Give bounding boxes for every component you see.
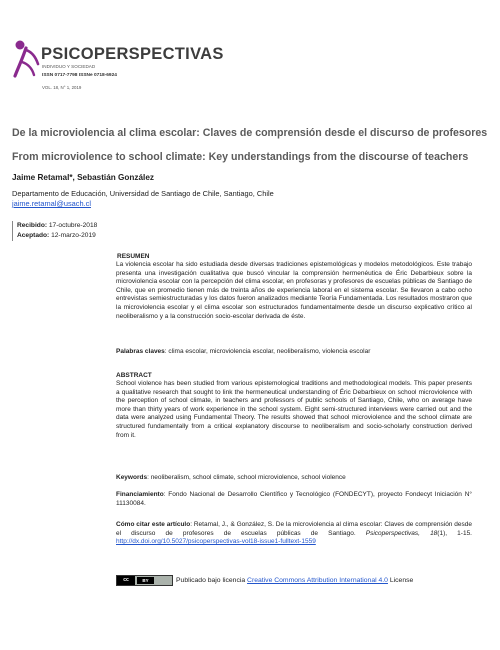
keywords-values: : neoliberalism, school climate, school microviolence, school violence — [147, 474, 346, 481]
accepted-value: 12-marzo-2019 — [51, 232, 96, 239]
funding-label: Financiamiento — [116, 491, 164, 498]
citation — [116, 521, 472, 547]
palabras-claves-label: Palabras claves — [116, 348, 165, 355]
resumen-text: La violencia escolar ha sido estudiada desde diversas tradiciones epistemológicas y modelos metodológicos. Este trabajo presenta una investigación cualitativa que buscó vincular la comprensión hermenéutica de Éric Debarbieux sobre la microviolencia escolar con la percepción del clima escolar, en profesoras y profesores de escuelas públicas de Santiago de Chile, que en promedio tienen más de treinta años de experiencia laboral en el sistema escolar. Se llevaron a cabo ocho entrevistas semiestructuradas y los datos fueron analizados mediante Teoría Fundamentada. Los resultados mostraron que la microviolencia escolar y el clima escolar son estructurados fundamentalmente desde un discurso explicativo crítico al neoliberalismo y a la construcción socio-escolar derivada de éste. — [116, 261, 472, 320]
license-link[interactable]: Creative Commons Attribution International 4.0 — [247, 576, 388, 584]
palabras-claves — [116, 348, 472, 357]
resumen-heading: RESUMEN — [117, 253, 150, 260]
journal-logo-icon — [12, 38, 42, 78]
article-title-es: De la microviolencia al clima escolar: Claves de comprensión desde el discurso de profesores — [12, 127, 488, 139]
cc-badge-cc: cc — [117, 576, 135, 585]
article-title-en: From microviolence to school climate: Key understandings from the discourse of teachers — [12, 151, 469, 163]
citation-text: : Retamal, J., & González, S. De la microviolencia al clima escolar: Claves de comprensión desde el discurso de profesores de escuelas públicas de Santiago. — [116, 521, 472, 537]
cc-by-badge-icon[interactable] — [116, 575, 173, 586]
license-line — [116, 574, 413, 586]
affiliation: Departamento de Educación, Universidad de Santiago de Chile, Santiago, Chile — [12, 189, 274, 198]
authors: Jaime Retamal*, Sebastián González — [12, 173, 154, 182]
received-date — [17, 221, 97, 231]
citation-label: Cómo citar este artículo — [116, 521, 191, 528]
article-dates — [12, 221, 97, 241]
accepted-date — [17, 231, 97, 241]
citation-doi-link[interactable]: http://dx.doi.org/10.5027/psicoperspectivas-vol18-issue1-fulltext-1559 — [116, 538, 316, 546]
funding — [116, 491, 472, 508]
palabras-claves-values: : clima escolar, microviolencia escolar, neoliberalismo, violencia escolar — [164, 348, 371, 355]
license-prefix: Publicado bajo licencia — [176, 576, 248, 584]
keywords — [116, 474, 472, 483]
journal-volume: VOL. 18, N° 1, 2019 — [42, 85, 82, 90]
funding-text: : Fondo Nacional de Desarrollo Científico y Tecnológico (FONDECYT), proyecto Fondecyt Iniciación N° 11130084. — [116, 491, 472, 507]
license-suffix: License — [387, 576, 414, 584]
journal-name: PSICOPERSPECTIVAS — [41, 45, 224, 63]
citation-issue: (1), 1-15. — [437, 529, 472, 537]
keywords-label: Keywords — [116, 474, 148, 481]
abstract-text: School violence has been studied from various epistemological traditions and methodological models. This paper presents a qualitative research that sought to link the hermeneutical understanding of Éric Debarbieux on school microviolence with the perception of school climate, in teachers and professors of public schools of Santiago, Chile, who on average have more than thirty years of work experience in the school system. Eight semi-structured interviews were carried out and the data were analyzed using Fundamental Theory. The results showed that school microviolence and the school climate are structured fundamentally from a critical explanatory discourse to neoliberalism and socio-scholarly construction derived from it. — [116, 380, 472, 439]
author-email-link[interactable]: jaime.retamal@usach.cl — [12, 199, 91, 208]
abstract-heading: ABSTRACT — [116, 372, 152, 379]
received-label: Recibido: — [17, 222, 48, 229]
cc-badge-by: BY — [137, 577, 154, 584]
journal-issn: ISSN 0717-7798 ISSNe 0718-6924 — [42, 73, 117, 78]
received-value: 17-octubre-2018 — [48, 222, 98, 229]
journal-subtitle: INDIVIDUO Y SOCIEDAD — [42, 64, 96, 69]
citation-journal: Psicoperspectivas, 18 — [365, 529, 438, 537]
accepted-label: Aceptado: — [17, 232, 50, 239]
